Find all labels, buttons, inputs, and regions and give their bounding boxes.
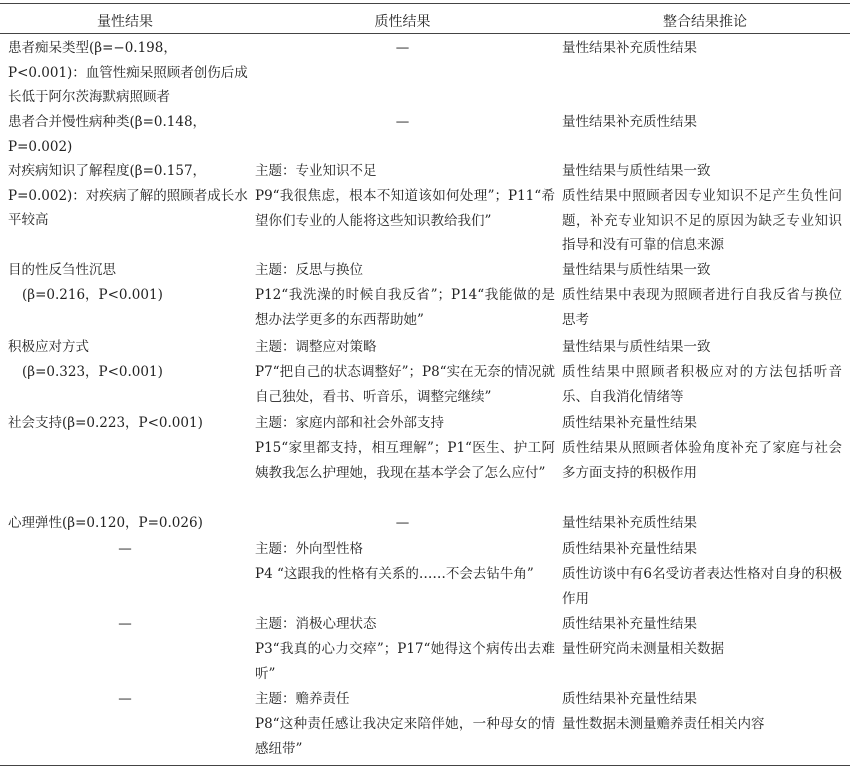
row-3-inference-1: 量性结果与质性结果一致	[562, 262, 711, 278]
header-quantitative: 量性结果	[97, 14, 153, 30]
row-9-inference-1: 质性结果补充量性结果	[562, 691, 697, 707]
row-4-inference-2: 质性结果中照顾者积极应对的方法包括听音乐、自我消化情绪等	[562, 364, 842, 405]
row-1-inference: 量性结果补充质性结果	[562, 114, 697, 130]
row-9-quant: —	[118, 691, 132, 707]
row-8-inference-1: 质性结果补充量性结果	[562, 616, 697, 632]
row-6-qual-theme: —	[395, 515, 410, 531]
row-2-inference-2: 质性结果中照顾者因专业知识不足产生负性问题，补充专业知识不足的原因为缺乏专业知识指导和没有可靠的信息来源	[562, 188, 842, 253]
row-2-qual-quote: P9“我很焦虑，根本不知道该如何处理”；P11“希望你们专业的人能将这些知识教给我们”	[255, 188, 555, 229]
row-7-inference-2: 质性访谈中有6名受访者表达性格对自身的积极作用	[562, 566, 842, 607]
row-5-qual-quote: P15“家里都支持，相互理解”；P1“医生、护工阿姨教我怎么护理她，我现在基本学会了怎么应付”	[255, 440, 555, 481]
row-3-quant: 目的性反刍性沉思	[8, 262, 116, 278]
row-3-quant-stat: (β=0.216，P<0.001)	[22, 287, 163, 303]
row-4-quant: 积极应对方式	[8, 339, 89, 355]
row-5-inference-1: 质性结果补充量性结果	[562, 415, 697, 431]
row-7-qual-quote: P4 “这跟我的性格有关系的……不会去钻牛角”	[255, 566, 534, 582]
row-4-qual-theme: 主题：调整应对策略	[255, 339, 377, 355]
header-integration: 整合结果推论	[663, 14, 747, 30]
row-8-inference-2: 量性研究尚未测量相关数据	[562, 641, 724, 657]
row-6-quant: 心理弹性(β=0.120，P=0.026)	[8, 515, 203, 531]
row-0-quant: 患者痴呆类型(β=−0.198，P<0.001)：血管性痴呆照顾者创伤后成长低于阿尔茨海默病照顾者	[8, 40, 248, 105]
header-qualitative: 质性结果	[374, 14, 431, 30]
row-6-inference: 量性结果补充质性结果	[562, 515, 697, 531]
row-3-qual-quote: P12“我洗澡的时候自我反省”；P14“我能做的是想办法学更多的东西帮助她”	[255, 287, 555, 328]
row-9-inference-2: 量性数据未测量赡养责任相关内容	[562, 716, 765, 732]
row-8-quant: —	[118, 616, 132, 632]
row-9-qual-quote: P8“这种责任感让我决定来陪伴她，一种母女的情感纽带”	[255, 716, 555, 757]
row-5-qual-theme: 主题：家庭内部和社会外部支持	[255, 415, 444, 431]
row-4-quant-stat: (β=0.323，P<0.001)	[22, 364, 163, 380]
row-4-inference-1: 量性结果与质性结果一致	[562, 339, 711, 355]
row-3-inference-2: 质性结果中表现为照顾者进行自我反省与换位思考	[562, 287, 842, 328]
table-header	[0, 5, 850, 31]
row-0-inference: 量性结果补充质性结果	[562, 40, 697, 56]
row-3-qual-theme: 主题：反思与换位	[255, 262, 363, 278]
table-header-rule	[0, 33, 850, 34]
row-2-inference-1: 量性结果与质性结果一致	[562, 163, 711, 179]
row-8-qual-theme: 主题：消极心理状态	[255, 616, 377, 632]
table-bottom-rule	[0, 765, 850, 766]
row-4-qual-quote: P7“把自己的状态调整好”；P8“实在无奈的情况就自己独处，看书、听音乐，调整完继续”	[255, 364, 555, 405]
row-2-qual-theme: 主题：专业知识不足	[255, 163, 377, 179]
row-7-quant: —	[118, 541, 132, 557]
row-8-qual-quote: P3“我真的心力交瘁”；P17“她得这个病传出去难听”	[255, 641, 555, 682]
row-5-inference-2: 质性结果从照顾者体验角度补充了家庭与社会多方面支持的积极作用	[562, 440, 842, 481]
row-7-inference-1: 质性结果补充量性结果	[562, 541, 697, 557]
table-top-rule	[0, 3, 850, 4]
row-1-quant: 患者合并慢性病种类(β=0.148，P=0.002)	[8, 114, 207, 155]
row-1-qual-theme: —	[395, 114, 410, 130]
row-5-quant: 社会支持(β=0.223，P<0.001)	[8, 415, 203, 431]
row-7-qual-theme: 主题：外向型性格	[255, 541, 363, 557]
row-9-qual-theme: 主题：赡养责任	[255, 691, 350, 707]
row-0-qual-theme: —	[395, 40, 410, 56]
row-2-quant: 对疾病知识了解程度(β=0.157，P=0.002)：对疾病了解的照顾者成长水平较高	[8, 163, 248, 228]
